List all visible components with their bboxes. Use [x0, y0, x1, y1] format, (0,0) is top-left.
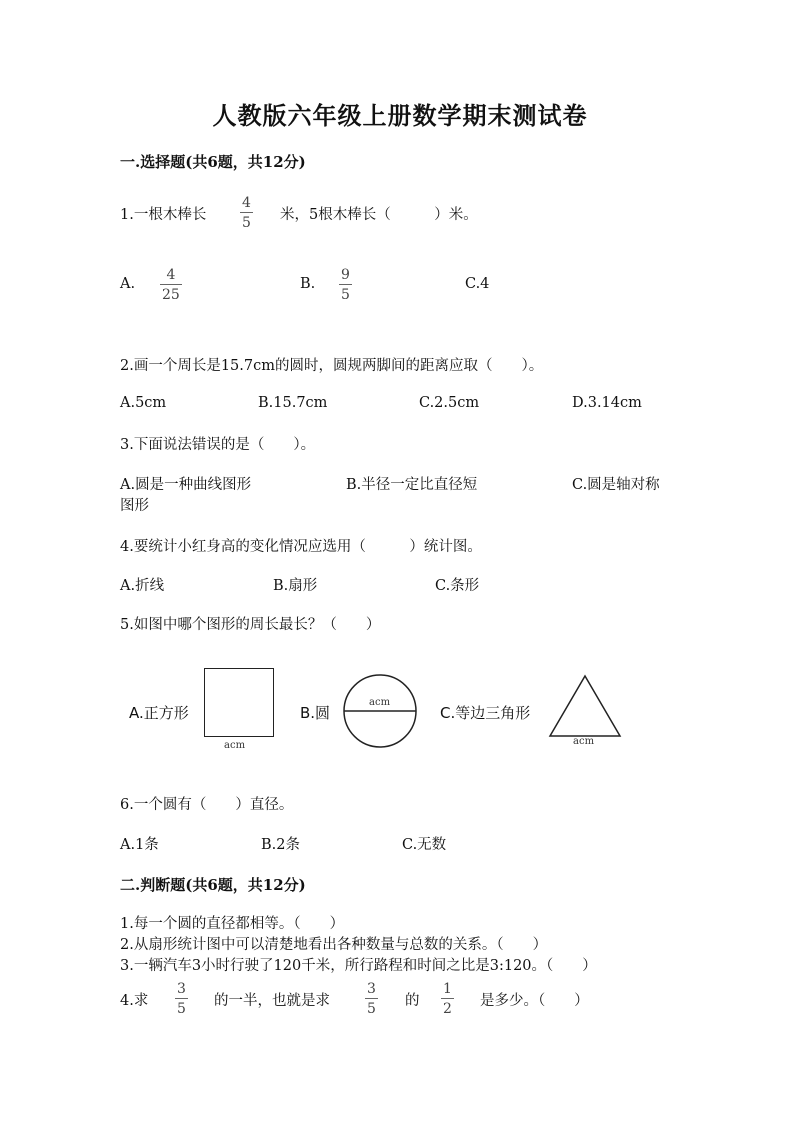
fraction-denominator: 5 [367, 1001, 376, 1017]
question-5: 5.如图中哪个图形的周长最长？（ ） [120, 617, 381, 633]
q3-option-b[interactable]: B.半径一定比直径短 [346, 477, 478, 493]
fraction-denominator: 5 [341, 287, 350, 303]
fraction-denominator: 25 [162, 287, 180, 303]
q1-option-a-fraction [160, 268, 182, 302]
judgment-4-prefix: 4.求 [120, 993, 149, 1009]
judgment-2: 2.从扇形统计图中可以清楚地看出各种数量与总数的关系。（ ） [120, 937, 548, 953]
section-heading-choice: 一.选择题(共6题，共12分) [120, 153, 306, 171]
figure-c-label: C.等边三角形 [440, 704, 531, 722]
square-side-caption: acm [224, 740, 246, 751]
judgment-4-middle-1: 的一半，也就是求 [214, 993, 330, 1009]
q2-option-a[interactable]: A.5cm [120, 395, 167, 411]
triangle-outline [550, 676, 620, 736]
q2-option-d[interactable]: D.3.14cm [572, 395, 642, 411]
figure-b-label: B.圆 [300, 704, 331, 722]
judgment-3: 3.一辆汽车3小时行驶了120千米，所行路程和时间之比是3:120。（ ） [120, 958, 597, 974]
circle-diameter-caption: acm [369, 697, 391, 708]
fraction-numerator: 4 [166, 267, 176, 283]
fraction-denominator: 2 [443, 1001, 452, 1017]
fraction-numerator: 9 [341, 267, 350, 283]
fraction-numerator: 3 [367, 981, 376, 997]
fraction-3-5-first [175, 982, 188, 1016]
q6-option-b[interactable]: B.2条 [261, 837, 300, 853]
q3-option-wrap-text: 图形 [120, 498, 149, 514]
q1-option-c[interactable]: C.4 [465, 276, 490, 292]
q1-option-a-label[interactable]: A. [120, 276, 136, 292]
triangle-figure [547, 674, 623, 738]
question-4: 4.要统计小红身高的变化情况应选用（ ）统计图。 [120, 539, 482, 555]
fraction-numerator: 3 [177, 981, 186, 997]
question-2: 2.画一个周长是15.7cm的圆时，圆规两脚间的距离应取（ ）。 [120, 358, 544, 374]
triangle-side-caption: acm [573, 736, 595, 747]
fraction-denominator: 5 [177, 1001, 186, 1017]
fraction-4-5 [240, 196, 253, 230]
q4-option-c[interactable]: C.条形 [435, 578, 480, 594]
fraction-denominator: 5 [242, 215, 251, 231]
q1-option-b-label[interactable]: B. [300, 276, 316, 292]
question-3: 3.下面说法错误的是（ ）。 [120, 437, 316, 453]
question-1-prefix: 1.一根木棒长 [120, 207, 207, 223]
q4-option-a[interactable]: A.折线 [120, 578, 165, 594]
q3-option-a[interactable]: A.圆是一种曲线图形 [120, 477, 252, 493]
fraction-3-5-second [365, 982, 378, 1016]
circle-figure [341, 672, 419, 750]
question-1-suffix: 米，5根木棒长（ ）米。 [280, 207, 478, 223]
section-heading-judgment: 二.判断题(共6题，共12分) [120, 876, 306, 894]
q6-option-c[interactable]: C.无数 [402, 837, 447, 853]
q6-option-a[interactable]: A.1条 [120, 837, 159, 853]
judgment-4-middle-2: 的 [405, 993, 420, 1009]
page-title: 人教版六年级上册数学期末测试卷 [212, 101, 588, 130]
q2-option-b[interactable]: B.15.7cm [258, 395, 328, 411]
fraction-numerator: 1 [443, 981, 452, 997]
judgment-1: 1.每一个圆的直径都相等。（ ） [120, 916, 345, 932]
q2-option-c[interactable]: C.2.5cm [419, 395, 480, 411]
fraction-numerator: 4 [242, 195, 251, 211]
q3-option-c[interactable]: C.圆是轴对称 [572, 477, 660, 493]
figure-a-label: A.正方形 [129, 704, 189, 722]
square-figure [204, 668, 274, 737]
question-6: 6.一个圆有（ ）直径。 [120, 797, 294, 813]
judgment-4-suffix: 是多少。（ ） [480, 993, 589, 1009]
fraction-1-2 [441, 982, 454, 1016]
q4-option-b[interactable]: B.扇形 [273, 578, 318, 594]
q1-option-b-fraction [339, 268, 352, 302]
